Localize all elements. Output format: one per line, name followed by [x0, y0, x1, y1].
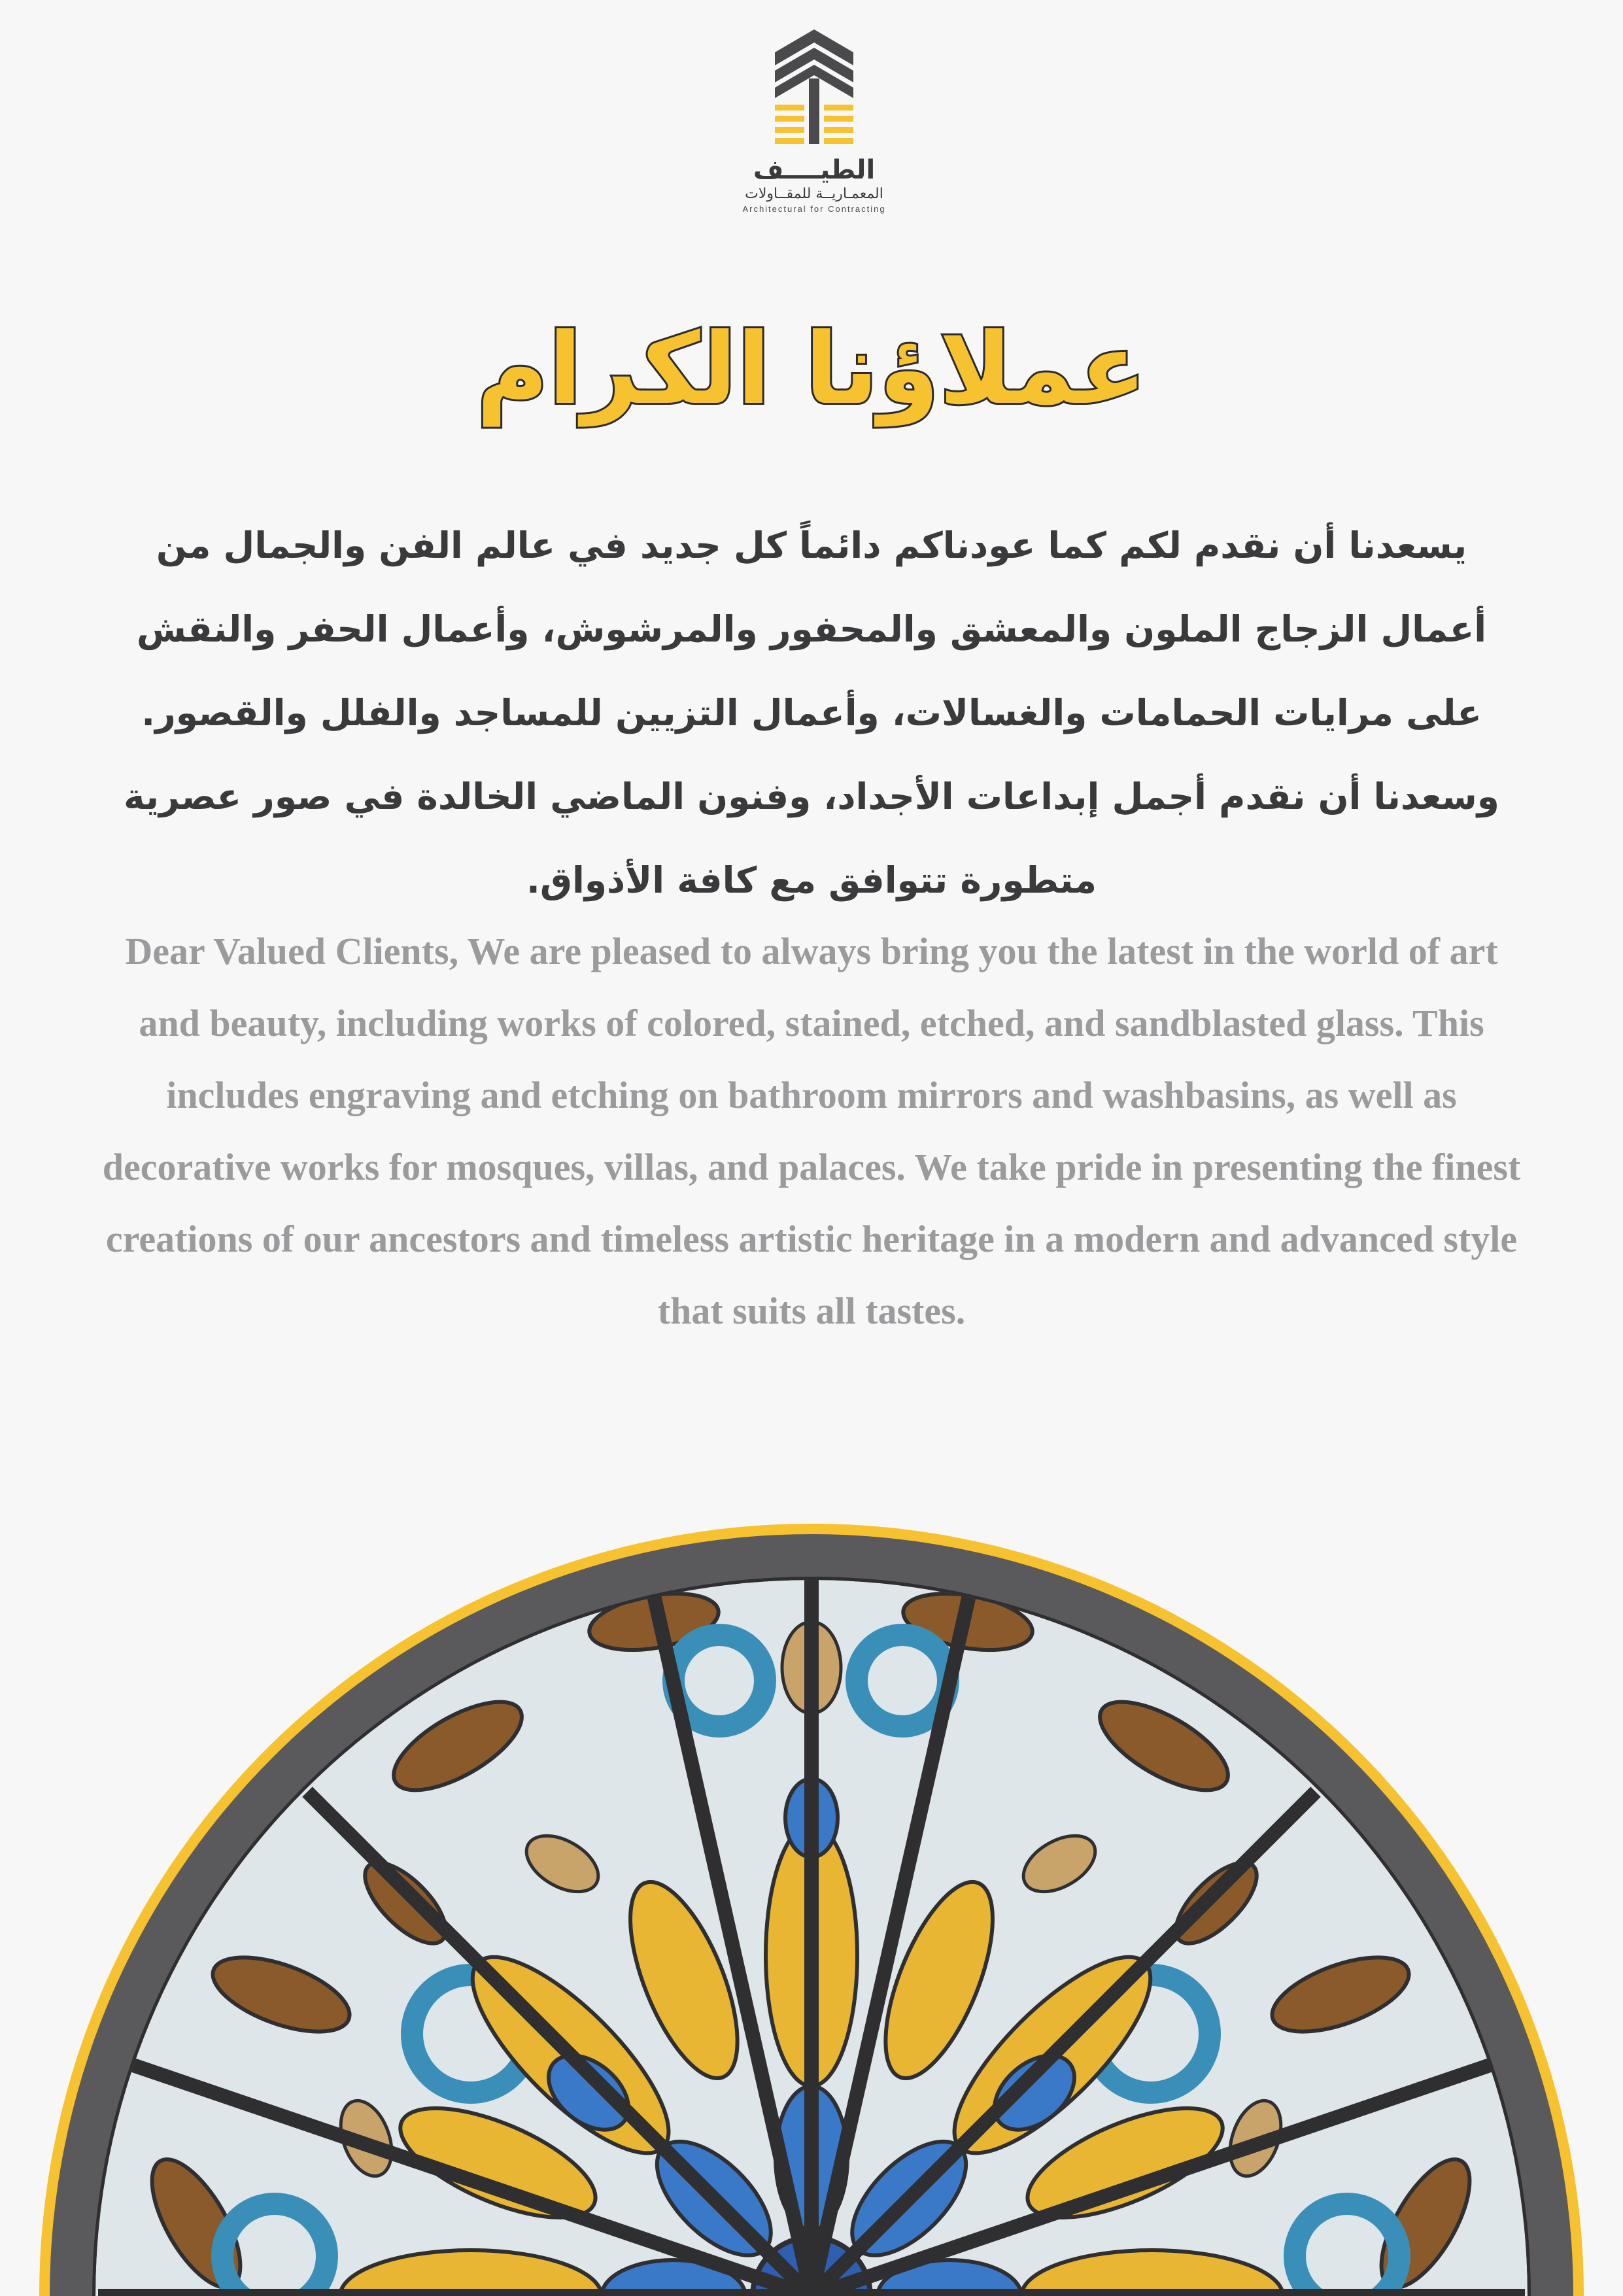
logo-subtitle-arabic: المعمـاريــة للمقــاولات: [745, 186, 883, 202]
logo-name-arabic: الطيــــف: [753, 155, 876, 185]
logo-subtitle-english: Architectural for Contracting: [742, 204, 886, 214]
building-icon: [749, 26, 880, 150]
stained-glass-dome-image: [0, 1406, 1623, 2296]
company-logo: [726, 26, 902, 235]
english-paragraph: Dear Valued Clients, We are pleased to always bring you the latest in the world of art and beauty, including works of colored, stained, etched, and sandblasted glass. This includes engraving and etching on bathroom mirrors and washbasins, as well as decorative works for mosques, villas, and palaces. We take pride in presenting the finest creations of our ancestors and timeless artistic heritage in a modern and advanced style that suits all tastes.: [102, 930, 1521, 1332]
page-title: عملاؤنا الكرام: [476, 313, 1147, 426]
arabic-paragraph: يسعدنا أن نقدم لكم كما عودناكم دائماً كل جديد في عالم الفن والجمال من أعمال الزجاج الملون والمعشق والمحفور والمرشوش، وأعمال الحفر والنقش على مرايات الحمامات والغسالات، وأعمال التزيين للمساجد والفلل والقصور. وسعدنا أن نقدم أجمل إبداعات الأجداد، وفنون الماضي الخالدة في صور عصرية متطورة تتوافق مع كافة الأذواق.: [124, 524, 1499, 901]
